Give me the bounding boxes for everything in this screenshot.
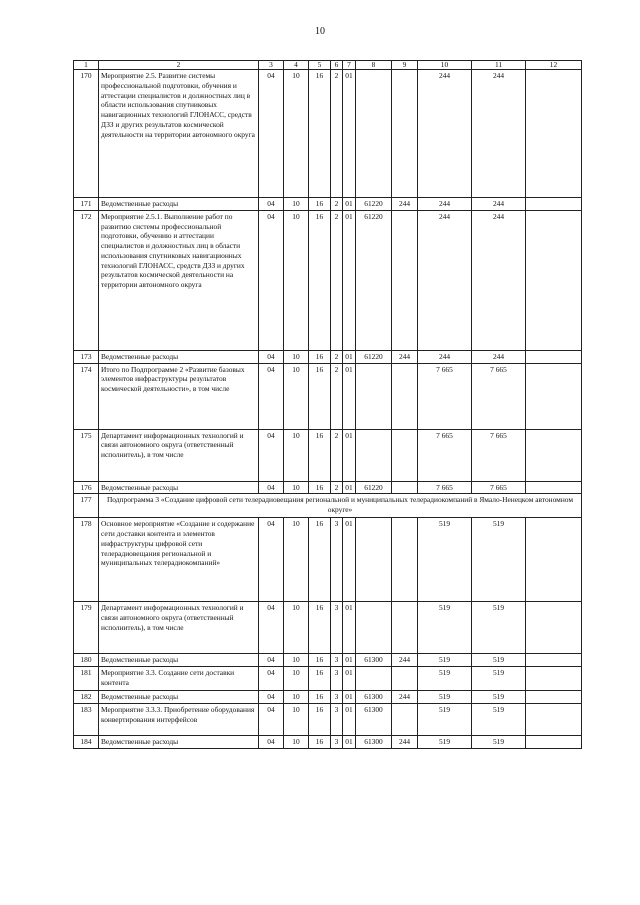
table-body — [74, 61, 582, 749]
cell-c5: 16 — [309, 198, 331, 211]
cell-c9 — [392, 210, 418, 350]
row-name: Ведомственные расходы — [99, 198, 259, 211]
row-number: 173 — [74, 350, 99, 363]
cell-c10: 519 — [418, 735, 472, 748]
cell-c10: 7 665 — [418, 481, 472, 494]
budget-table — [73, 60, 582, 749]
cell-c11: 244 — [472, 350, 526, 363]
cell-c12 — [526, 70, 582, 198]
row-number: 170 — [74, 70, 99, 198]
cell-c5: 16 — [309, 667, 331, 691]
cell-c10: 244 — [418, 198, 472, 211]
cell-c4: 10 — [284, 667, 309, 691]
column-header: 2 — [99, 61, 259, 70]
cell-c12 — [526, 654, 582, 667]
cell-c7: 01 — [343, 735, 356, 748]
cell-c3: 04 — [259, 667, 284, 691]
cell-c6: 3 — [331, 667, 343, 691]
column-header: 9 — [392, 61, 418, 70]
row-name: Итого по Подпрограмме 2 «Развитие базовых элементов инфраструктуры результатов космической деятельности», в том числе — [99, 363, 259, 429]
row-name: Ведомственные расходы — [99, 481, 259, 494]
row-name: Мероприятие 3.3.3. Приобретение оборудования конвертирования интерфейсов — [99, 703, 259, 735]
table-row — [74, 602, 582, 654]
cell-c7: 01 — [343, 667, 356, 691]
cell-c4: 10 — [284, 654, 309, 667]
cell-c3: 04 — [259, 691, 284, 704]
cell-c10: 519 — [418, 667, 472, 691]
row-number: 180 — [74, 654, 99, 667]
cell-c3: 04 — [259, 70, 284, 198]
cell-c8 — [356, 602, 392, 654]
cell-c10: 244 — [418, 210, 472, 350]
table-row — [74, 429, 582, 481]
row-number: 184 — [74, 735, 99, 748]
cell-c9 — [392, 602, 418, 654]
cell-c11: 519 — [472, 735, 526, 748]
row-number: 172 — [74, 210, 99, 350]
column-header: 6 — [331, 61, 343, 70]
cell-c6: 3 — [331, 602, 343, 654]
cell-c5: 16 — [309, 602, 331, 654]
table-row — [74, 363, 582, 429]
cell-c5: 16 — [309, 429, 331, 481]
cell-c5: 16 — [309, 703, 331, 735]
cell-c4: 10 — [284, 363, 309, 429]
cell-c3: 04 — [259, 735, 284, 748]
table-row — [74, 654, 582, 667]
cell-c12 — [526, 198, 582, 211]
row-name: Департамент информационных технологий и связи автономного округа (ответственный исполнитель), в том числе — [99, 602, 259, 654]
cell-c7: 01 — [343, 691, 356, 704]
row-number: 178 — [74, 518, 99, 602]
cell-c3: 04 — [259, 363, 284, 429]
cell-c12 — [526, 481, 582, 494]
cell-c9 — [392, 429, 418, 481]
cell-c4: 10 — [284, 429, 309, 481]
table-row — [74, 735, 582, 748]
cell-c11: 7 665 — [472, 429, 526, 481]
table-row — [74, 518, 582, 602]
cell-c4: 10 — [284, 210, 309, 350]
cell-c10: 519 — [418, 654, 472, 667]
row-number: 183 — [74, 703, 99, 735]
cell-c11: 519 — [472, 654, 526, 667]
cell-c3: 04 — [259, 654, 284, 667]
table-row — [74, 667, 582, 691]
cell-c10: 519 — [418, 691, 472, 704]
column-header: 8 — [356, 61, 392, 70]
cell-c7: 01 — [343, 654, 356, 667]
cell-c6: 2 — [331, 350, 343, 363]
cell-c8 — [356, 667, 392, 691]
cell-c3: 04 — [259, 350, 284, 363]
cell-c9 — [392, 518, 418, 602]
cell-c3: 04 — [259, 198, 284, 211]
cell-c7: 01 — [343, 210, 356, 350]
cell-c7: 01 — [343, 198, 356, 211]
cell-c3: 04 — [259, 429, 284, 481]
table-row — [74, 494, 582, 518]
cell-c8 — [356, 429, 392, 481]
cell-c8: 61220 — [356, 210, 392, 350]
cell-c9 — [392, 703, 418, 735]
cell-c11: 244 — [472, 70, 526, 198]
row-number: 182 — [74, 691, 99, 704]
column-header: 12 — [526, 61, 582, 70]
cell-c9: 244 — [392, 691, 418, 704]
cell-c6: 2 — [331, 481, 343, 494]
cell-c4: 10 — [284, 198, 309, 211]
cell-c6: 3 — [331, 703, 343, 735]
cell-c10: 519 — [418, 518, 472, 602]
cell-c8: 61300 — [356, 735, 392, 748]
cell-c5: 16 — [309, 691, 331, 704]
row-name: Основное мероприятие «Создание и содержание сети доставки контента и элементов инфраструктуры цифровой сети телерадиовещания региональной и муниципальных телерадиокомпаний» — [99, 518, 259, 602]
row-name: Мероприятие 2.5.1. Выполнение работ по развитию системы профессиональной подготовки, обучению и аттестации специалистов и должностных лиц в области использования спутниковых навигационных технологий ГЛОНАСС, средств ДЗЗ и других результатов космической деятельности на территории автономного округа — [99, 210, 259, 350]
table-row — [74, 198, 582, 211]
cell-c9 — [392, 667, 418, 691]
cell-c3: 04 — [259, 518, 284, 602]
cell-c6: 3 — [331, 691, 343, 704]
cell-c12 — [526, 363, 582, 429]
cell-c11: 519 — [472, 691, 526, 704]
cell-c9 — [392, 481, 418, 494]
cell-c8: 61220 — [356, 350, 392, 363]
row-number: 177 — [74, 494, 99, 518]
cell-c12 — [526, 350, 582, 363]
cell-c4: 10 — [284, 703, 309, 735]
cell-c4: 10 — [284, 70, 309, 198]
cell-c5: 16 — [309, 518, 331, 602]
cell-c11: 519 — [472, 703, 526, 735]
row-name: Департамент информационных технологий и связи автономного округа (ответственный исполнитель), в том числе — [99, 429, 259, 481]
cell-c11: 7 665 — [472, 481, 526, 494]
cell-c10: 7 665 — [418, 363, 472, 429]
cell-c8: 61220 — [356, 198, 392, 211]
table-row — [74, 481, 582, 494]
cell-c9 — [392, 70, 418, 198]
cell-c10: 244 — [418, 70, 472, 198]
cell-c12 — [526, 429, 582, 481]
table-row — [74, 70, 582, 198]
cell-c10: 519 — [418, 602, 472, 654]
cell-c7: 01 — [343, 703, 356, 735]
column-header: 11 — [472, 61, 526, 70]
cell-c7: 01 — [343, 602, 356, 654]
table-row — [74, 703, 582, 735]
cell-c11: 519 — [472, 667, 526, 691]
row-number: 174 — [74, 363, 99, 429]
cell-c7: 01 — [343, 350, 356, 363]
cell-c6: 2 — [331, 210, 343, 350]
table-row — [74, 691, 582, 704]
cell-c4: 10 — [284, 735, 309, 748]
cell-c7: 01 — [343, 518, 356, 602]
cell-c7: 01 — [343, 70, 356, 198]
cell-c12 — [526, 703, 582, 735]
column-header: 7 — [343, 61, 356, 70]
cell-c3: 04 — [259, 703, 284, 735]
cell-c6: 3 — [331, 735, 343, 748]
cell-c3: 04 — [259, 602, 284, 654]
cell-c8: 61220 — [356, 481, 392, 494]
cell-c7: 01 — [343, 429, 356, 481]
row-name: Мероприятие 3.3. Создание сети доставки контента — [99, 667, 259, 691]
row-name: Ведомственные расходы — [99, 350, 259, 363]
cell-c4: 10 — [284, 602, 309, 654]
cell-c11: 244 — [472, 210, 526, 350]
cell-c5: 16 — [309, 735, 331, 748]
cell-c11: 244 — [472, 198, 526, 211]
cell-c12 — [526, 691, 582, 704]
cell-c7: 01 — [343, 481, 356, 494]
cell-c7: 01 — [343, 363, 356, 429]
cell-c11: 7 665 — [472, 363, 526, 429]
cell-c12 — [526, 518, 582, 602]
cell-c6: 2 — [331, 70, 343, 198]
cell-c9: 244 — [392, 654, 418, 667]
cell-c5: 16 — [309, 350, 331, 363]
cell-c5: 16 — [309, 654, 331, 667]
page-number: 10 — [315, 26, 325, 37]
column-header: 5 — [309, 61, 331, 70]
column-header: 10 — [418, 61, 472, 70]
row-number: 179 — [74, 602, 99, 654]
cell-c9: 244 — [392, 735, 418, 748]
cell-c8: 61300 — [356, 703, 392, 735]
cell-c10: 7 665 — [418, 429, 472, 481]
row-name: Ведомственные расходы — [99, 735, 259, 748]
cell-c8 — [356, 70, 392, 198]
cell-c12 — [526, 667, 582, 691]
row-name: Мероприятие 2.5. Развитие системы профессиональной подготовки, обучения и аттестации специалистов и должностных лиц в области использования спутниковых навигационных технологий ГЛОНАСС, средств ДЗЗ и других результатов космической деятельности на территории автономного округа — [99, 70, 259, 198]
cell-c3: 04 — [259, 210, 284, 350]
cell-c12 — [526, 602, 582, 654]
cell-c6: 3 — [331, 654, 343, 667]
cell-c4: 10 — [284, 518, 309, 602]
cell-c5: 16 — [309, 481, 331, 494]
cell-c8 — [356, 518, 392, 602]
cell-c5: 16 — [309, 70, 331, 198]
cell-c8 — [356, 363, 392, 429]
table-row — [74, 210, 582, 350]
cell-c12 — [526, 735, 582, 748]
cell-c11: 519 — [472, 518, 526, 602]
cell-c8: 61300 — [356, 691, 392, 704]
cell-c9 — [392, 363, 418, 429]
cell-c4: 10 — [284, 481, 309, 494]
cell-c8: 61300 — [356, 654, 392, 667]
cell-c6: 3 — [331, 518, 343, 602]
cell-c9: 244 — [392, 198, 418, 211]
cell-c11: 519 — [472, 602, 526, 654]
row-number: 171 — [74, 198, 99, 211]
row-name: Ведомственные расходы — [99, 691, 259, 704]
row-number: 176 — [74, 481, 99, 494]
cell-c9: 244 — [392, 350, 418, 363]
table-row — [74, 350, 582, 363]
cell-c6: 2 — [331, 363, 343, 429]
cell-c6: 2 — [331, 198, 343, 211]
cell-c3: 04 — [259, 481, 284, 494]
column-header: 4 — [284, 61, 309, 70]
subprogram-title: Подпрограмма 3 «Создание цифровой сети телерадиовещания региональной и муниципальных телерадиокомпаний в Ямало-Ненецком автономном округе» — [99, 494, 582, 518]
row-number: 181 — [74, 667, 99, 691]
cell-c4: 10 — [284, 350, 309, 363]
row-name: Ведомственные расходы — [99, 654, 259, 667]
cell-c10: 519 — [418, 703, 472, 735]
cell-c5: 16 — [309, 363, 331, 429]
cell-c10: 244 — [418, 350, 472, 363]
cell-c5: 16 — [309, 210, 331, 350]
column-header-row — [74, 61, 582, 70]
row-number: 175 — [74, 429, 99, 481]
column-header: 1 — [74, 61, 99, 70]
cell-c12 — [526, 210, 582, 350]
column-header: 3 — [259, 61, 284, 70]
cell-c6: 2 — [331, 429, 343, 481]
cell-c4: 10 — [284, 691, 309, 704]
